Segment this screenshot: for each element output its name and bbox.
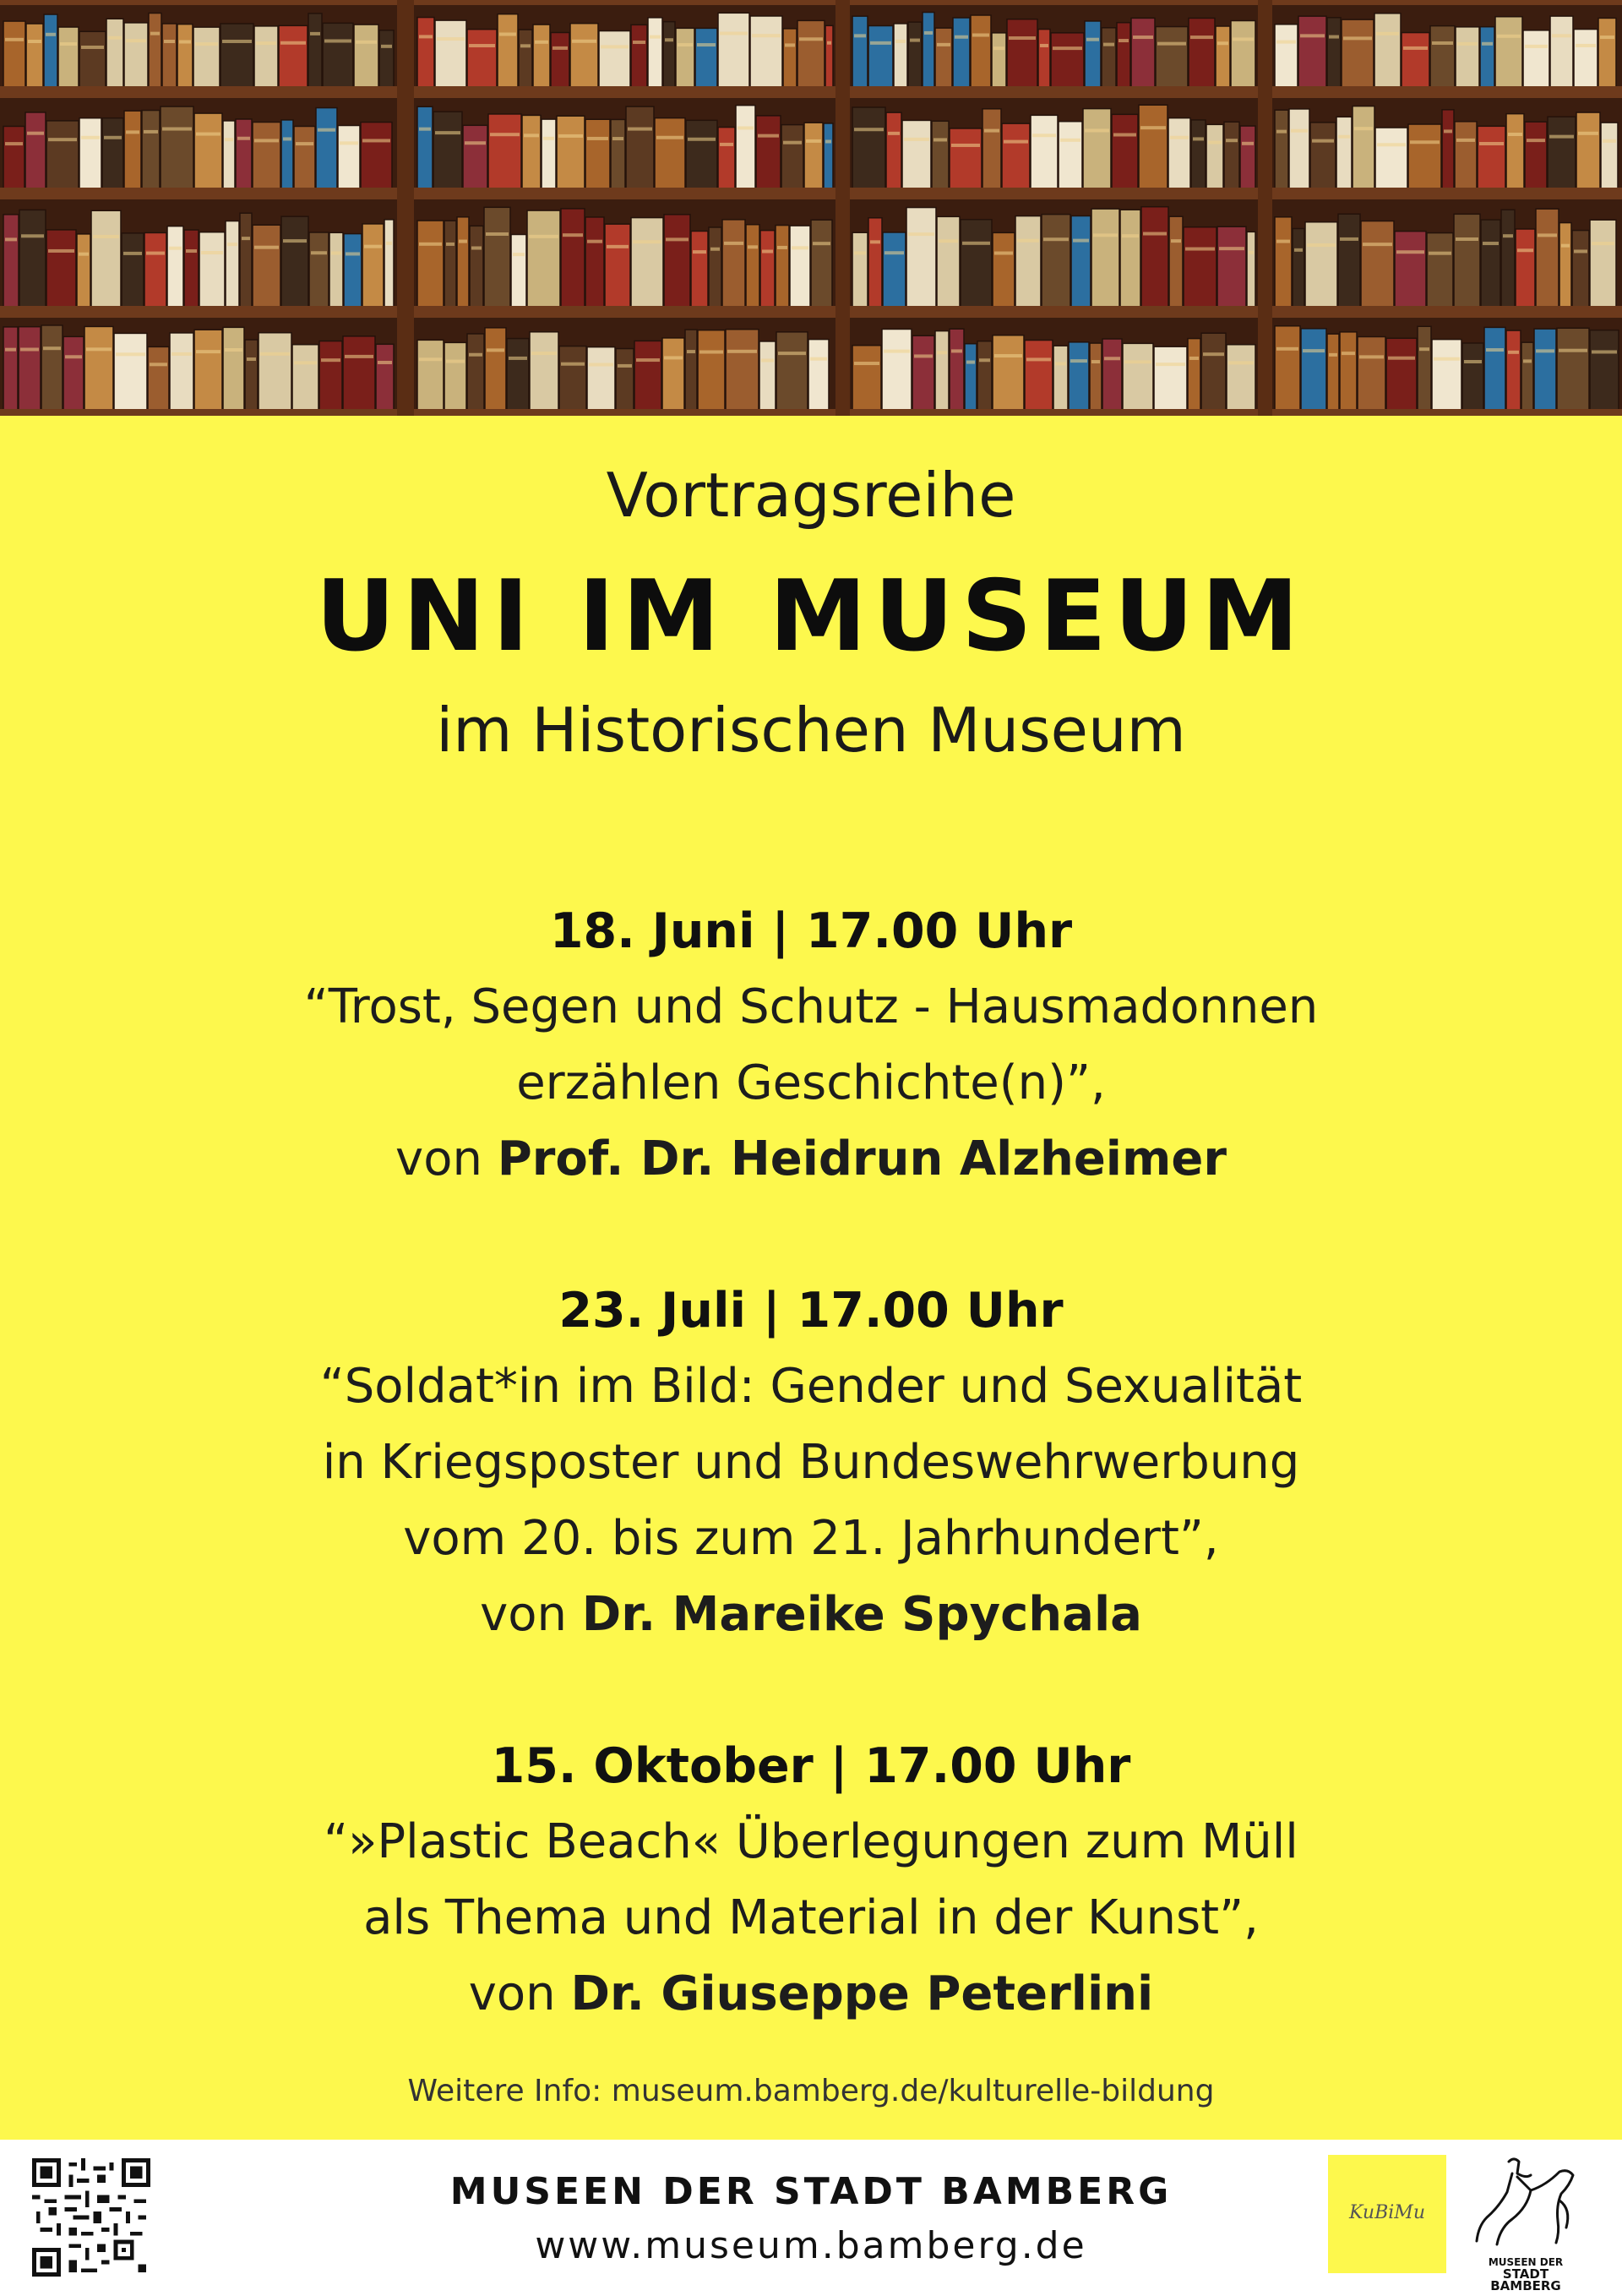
museum-url[interactable]: www.museum.bamberg.de xyxy=(535,2224,1087,2267)
event-date: 23. Juli | 17.00 Uhr xyxy=(558,1283,1064,1339)
museum-brand: MUSEEN DER STADT BAMBERG xyxy=(449,2170,1173,2213)
logo-caption: MUSEEN DER STADT BAMBERG xyxy=(1488,2256,1564,2293)
event-title-line: “Trost, Segen und Schutz - Hausmadonnen xyxy=(303,979,1319,1034)
speaker-name: Dr. Mareike Spychala xyxy=(581,1587,1142,1642)
event-3 xyxy=(0,1728,1622,2032)
event-2 xyxy=(0,1273,1622,1653)
poster-body xyxy=(0,416,1622,2140)
event-title-line: erzählen Geschichte(n)”, xyxy=(516,1055,1106,1110)
more-info-link[interactable]: Weitere Info: museum.bamberg.de/kulturelle-bildung xyxy=(407,2074,1215,2108)
event-title-line: in Kriegsposter und Bundeswehrwerbung xyxy=(322,1435,1300,1490)
partner-logo xyxy=(1328,2155,1446,2273)
event-title-line: “Soldat*in im Bild: Gender und Sexualität xyxy=(319,1359,1303,1414)
event-date: 15. Oktober | 17.00 Uhr xyxy=(491,1738,1131,1794)
venue-line: im Historischen Museum xyxy=(436,695,1186,766)
event-title-line: vom 20. bis zum 21. Jahrhundert”, xyxy=(403,1511,1219,1566)
series-title: UNI IM MUSEUM xyxy=(315,559,1307,674)
speaker-name: Prof. Dr. Heidrun Alzheimer xyxy=(497,1132,1227,1186)
speaker-name: Dr. Giuseppe Peterlini xyxy=(570,1966,1154,2021)
footer xyxy=(0,2140,1622,2296)
bookshelf-image xyxy=(0,0,1622,416)
partner-logo-text: KuBiMu xyxy=(1348,2202,1426,2223)
event-speaker: von Prof. Dr. Heidrun Alzheimer xyxy=(395,1132,1227,1186)
series-label: Vortragsreihe xyxy=(606,460,1016,531)
event-1 xyxy=(0,893,1622,1197)
event-title-line: als Thema und Material in der Kunst”, xyxy=(363,1890,1259,1945)
event-speaker: von Dr. Giuseppe Peterlini xyxy=(468,1966,1154,2021)
event-title-line: “»Plastic Beach« Überlegungen zum Müll xyxy=(324,1814,1298,1869)
event-speaker: von Dr. Mareike Spychala xyxy=(480,1587,1142,1642)
event-date: 18. Juni | 17.00 Uhr xyxy=(549,903,1073,959)
